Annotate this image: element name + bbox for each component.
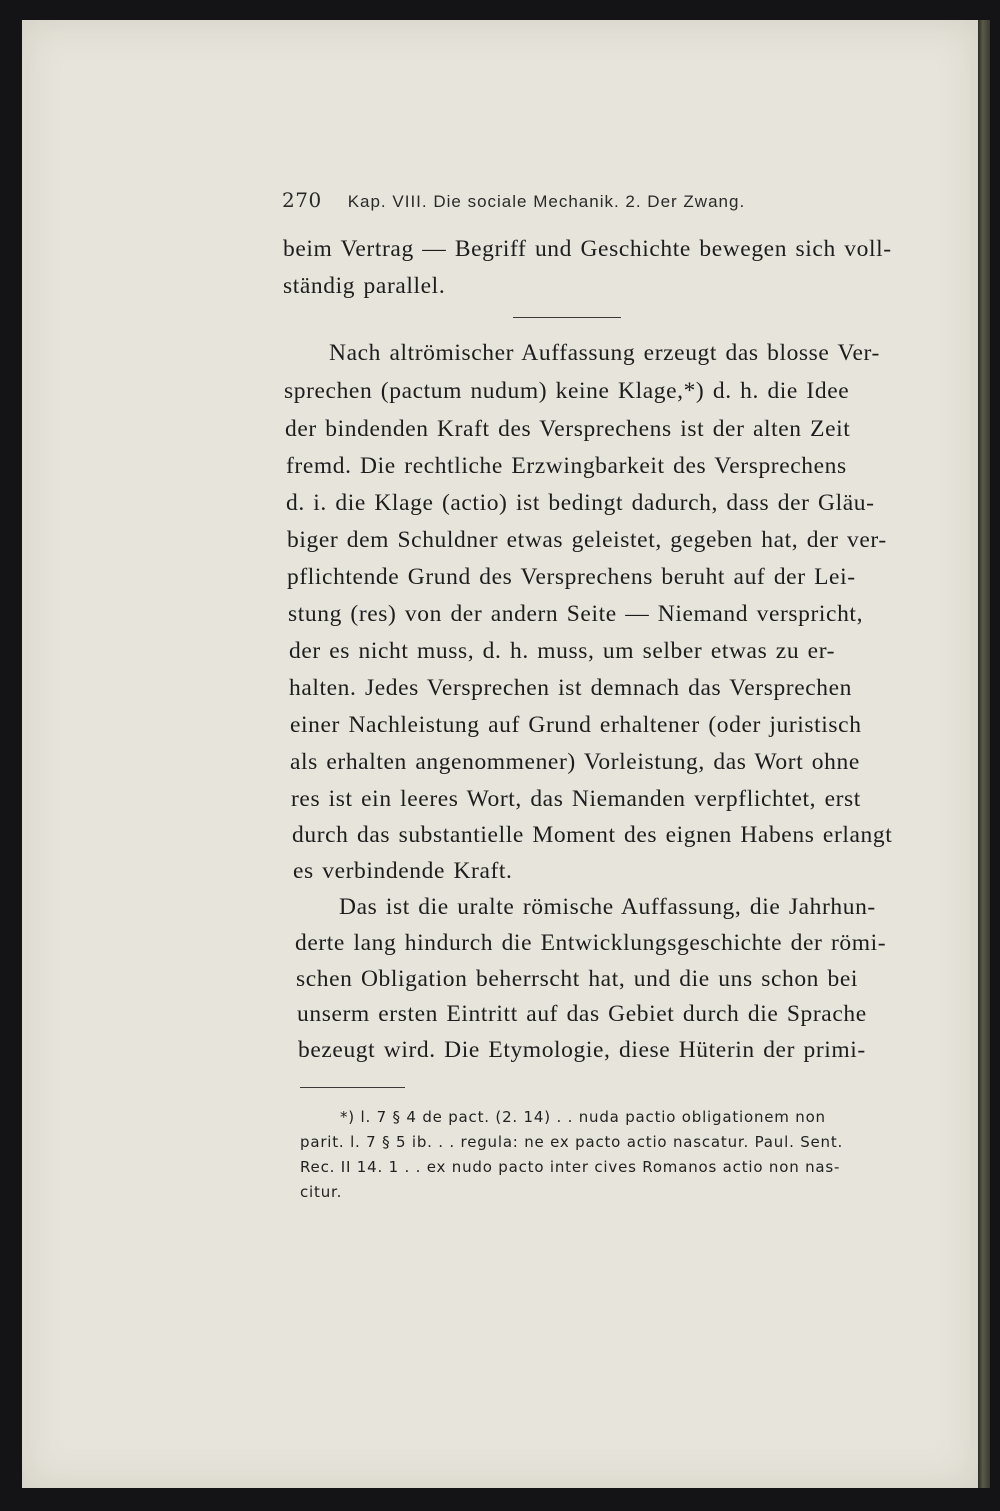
body-line: Nach altrömischer Auffassung erzeugt das blosse Ver- xyxy=(329,340,880,366)
body-line: Das ist die uralte römische Auffassung, die Jahrhun- xyxy=(339,894,876,920)
body-line: derte lang hindurch die Entwicklungsgeschichte der römi- xyxy=(295,930,887,956)
body-line: biger dem Schuldner etwas geleistet, gegeben hat, der ver- xyxy=(287,527,887,553)
footnote-line: parit. l. 7 § 5 ib. . . regula: ne ex pacto actio nascatur. Paul. Sent. xyxy=(300,1133,844,1151)
body-line: sprechen (pactum nudum) keine Klage,*) d. h. die Idee xyxy=(284,378,850,404)
running-header xyxy=(282,188,842,212)
footnote-line: Rec. II 14. 1 . . ex nudo pacto inter cives Romanos actio non nas- xyxy=(300,1158,841,1176)
body-line: durch das substantielle Moment des eignen Habens erlangt xyxy=(292,822,893,848)
page-number: 270 xyxy=(282,188,322,212)
body-line: beim Vertrag — Begriff und Geschichte bewegen sich voll- xyxy=(283,236,892,262)
footnote-divider xyxy=(300,1087,405,1088)
body-line: bezeugt wird. Die Etymologie, diese Hüterin der primi- xyxy=(298,1037,866,1063)
body-line: halten. Jedes Versprechen ist demnach das Versprechen xyxy=(289,675,853,701)
body-line: schen Obligation beherrscht hat, und die uns schon bei xyxy=(296,966,859,992)
footnote-line: citur. xyxy=(300,1183,343,1201)
page-edge xyxy=(978,20,990,1488)
body-line: stung (res) von der andern Seite — Niemand verspricht, xyxy=(288,601,864,627)
footnote-line: *) l. 7 § 4 de pact. (2. 14) . . nuda pactio obligationem non xyxy=(340,1108,826,1126)
running-title: Kap. VIII. Die sociale Mechanik. 2. Der Zwang. xyxy=(347,192,746,211)
body-line: pflichtende Grund des Versprechens beruht auf der Lei- xyxy=(287,564,856,590)
body-line: als erhalten angenommener) Vorleistung, das Wort ohne xyxy=(290,749,860,775)
body-line: fremd. Die rechtliche Erzwingbarkeit des Versprechens xyxy=(286,453,847,479)
body-line: ständig parallel. xyxy=(283,273,446,299)
body-line: einer Nachleistung auf Grund erhaltener (oder juristisch xyxy=(290,712,862,738)
body-line: der bindenden Kraft des Versprechens ist der alten Zeit xyxy=(285,416,851,442)
body-line: d. i. die Klage (actio) ist bedingt dadurch, dass der Gläu- xyxy=(286,490,875,516)
body-line: res ist ein leeres Wort, das Niemanden verpflichtet, erst xyxy=(291,786,861,812)
body-line: der es nicht muss, d. h. muss, um selber etwas zu er- xyxy=(289,638,836,664)
section-divider xyxy=(513,317,621,318)
body-line: es verbindende Kraft. xyxy=(293,858,513,884)
body-line: unserm ersten Eintritt auf das Gebiet durch die Sprache xyxy=(297,1001,867,1027)
